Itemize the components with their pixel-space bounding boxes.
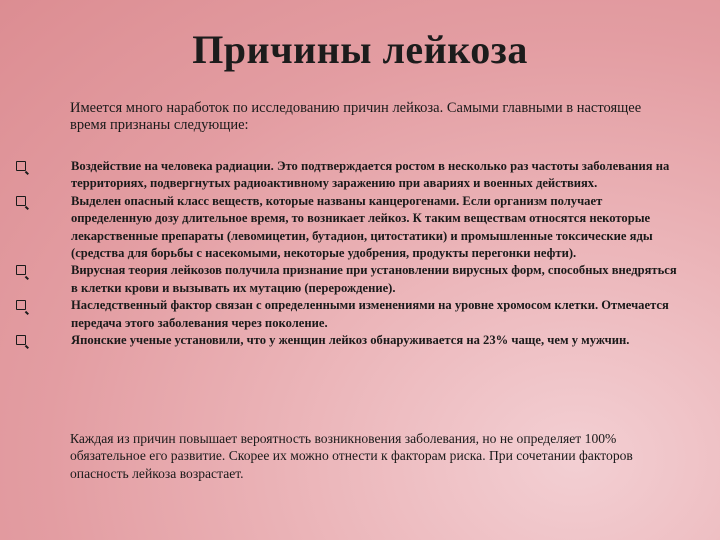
checkbox-bullet-icon [16, 335, 26, 345]
list-item-text: Наследственный фактор связан с определенными изменениями на уровне хромосом клетки. Отмечается передача этого заболевания через поколение. [71, 298, 669, 330]
list-item [16, 262, 682, 297]
checkbox-bullet-icon [16, 196, 26, 206]
list-item [16, 332, 682, 349]
list-item [16, 193, 682, 263]
checkbox-bullet-icon [16, 161, 26, 171]
intro-paragraph: Имеется много наработок по исследованию причин лейкоза. Самыми главными в настоящее время признаны следующие: [70, 100, 642, 133]
causes-list [16, 158, 682, 349]
list-item-text: Воздействие на человека радиации. Это подтверждается ростом в несколько раз частоты заболевания на территориях, подвергнутых радиоактивному заражению при авариях и военных действиях. [71, 159, 670, 191]
list-item-text: Выделен опасный класс веществ, которые названы канцерогенами. Если организм получает определенную дозу длительное время, то возникает лейкоз. К таким веществам относятся некоторые лекарственные препараты (левомицетин, бутадион, цитостатики) и промышленные токсические яды (средства для борьбы с насекомыми, некоторые удобрения, продукты перегонки нефти). [71, 193, 653, 261]
list-item [16, 297, 682, 332]
slide-title: Причины лейкоза [192, 27, 528, 72]
checkbox-bullet-icon [16, 265, 26, 275]
list-item-text: Японские ученые установили, что у женщин лейкоз обнаруживается на 23% чаще, чем у мужчин. [71, 333, 630, 348]
checkbox-bullet-icon [16, 300, 26, 310]
conclusion-paragraph: Каждая из причин повышает вероятность возникновения заболевания, но не определяет 100% обязательное его развитие. Скорее их можно отнести к факторам риска. При сочетании факторов опасность лейкоза возрастает. [70, 431, 633, 481]
list-item-text: Вирусная теория лейкозов получила признание при установлении вирусных форм, способных внедряться в клетки крови и вызывать их мутацию (перерождение). [71, 263, 677, 295]
list-item [16, 158, 682, 193]
